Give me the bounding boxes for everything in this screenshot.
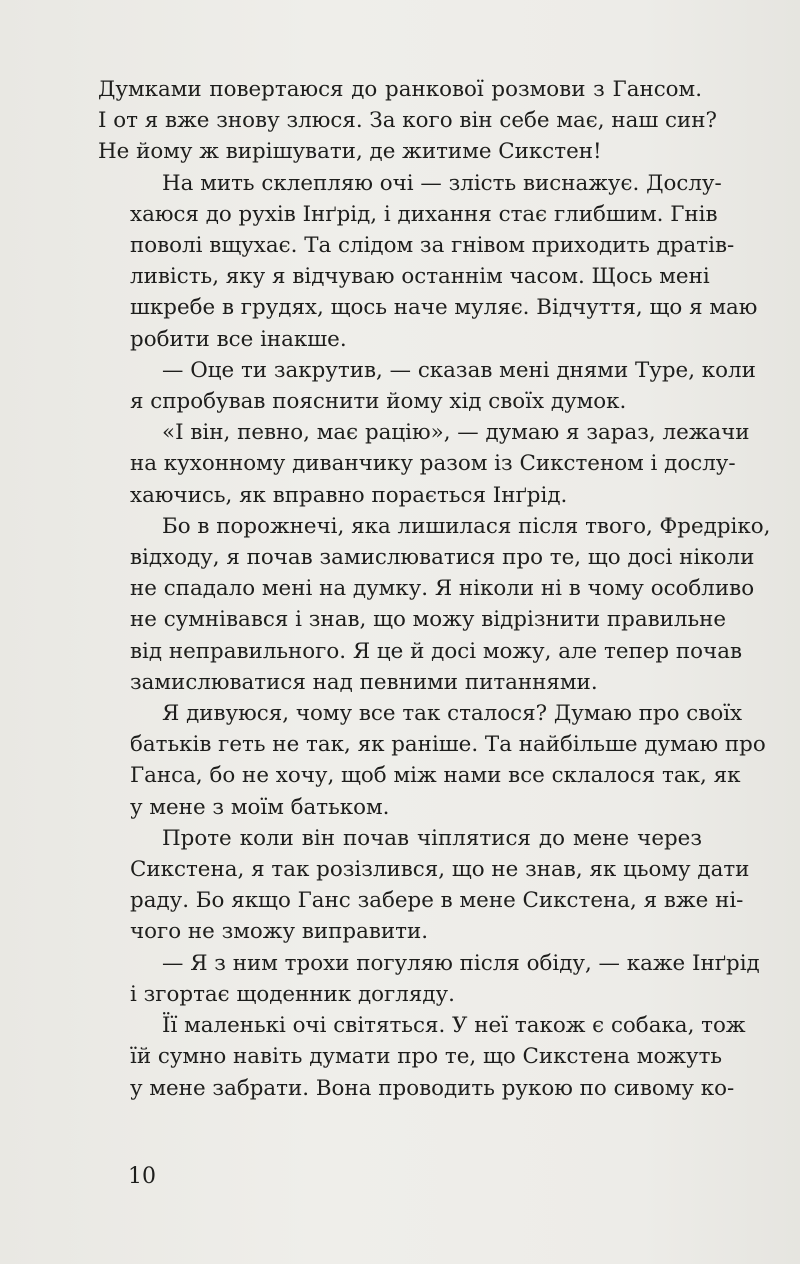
paragraph [98, 948, 760, 1010]
text-line: чого не зможу виправити. [130, 919, 429, 945]
paragraph [98, 168, 758, 355]
text-line: не сумнівався і знав, що можу відрізнити правильне [130, 607, 727, 633]
text-line: «І він, певно, має рацію», — думаю я зараз, лежачи [162, 420, 750, 446]
text-line: Бо в порожнечі, яка лишилася після твого, Фредріко, [162, 513, 771, 539]
text-line: у мене з моїм батьком. [130, 794, 390, 820]
text-line: хаюся до рухів Інґрід, і дихання стає глибшим. Гнів [130, 201, 718, 227]
text-line: Думками повертаюся до ранкової розмови з Гансом. [98, 77, 702, 102]
paragraph [98, 511, 771, 698]
text-line: Ганса, бо не хочу, щоб між нами все склалося так, як [130, 763, 741, 789]
paragraph [98, 417, 750, 511]
text-line: від неправильного. Я це й досі можу, але тепер почав [130, 638, 742, 664]
text-line: Її маленькі очі світяться. У неї також є собака, тож [162, 1013, 746, 1039]
text-line: у мене забрати. Вона проводить рукою по сивому ко- [130, 1075, 735, 1101]
paragraph [98, 355, 756, 417]
text-line: я спробував пояснити йому хід своїх думок. [130, 389, 627, 415]
page-number: 10 [128, 1164, 156, 1189]
paragraph [98, 823, 750, 948]
text-line: хаючись, як вправно порається Інґрід. [130, 482, 568, 508]
text-line: — Я з ним трохи погуляю після обіду, — каже Інґрід [162, 950, 760, 976]
text-line: робити все інакше. [130, 326, 347, 352]
text-line: І от я вже знову злюся. За кого він себе має, наш син? [98, 108, 717, 134]
text-line: поволі вщухає. Та слідом за гнівом приходить дратів- [130, 233, 735, 259]
text-line: Сикстена, я так розізлився, що не знав, як цьому дати [130, 857, 750, 883]
text-line: батьків геть не так, як раніше. Та найбільше думаю про [130, 732, 766, 758]
text-line: Я дивуюся, чому все так сталося? Думаю про своїх [162, 701, 743, 727]
text-line: — Оце ти закрутив, — сказав мені днями Туре, коли [162, 357, 756, 383]
text-line: їй сумно навіть думати про те, що Сикстена можуть [130, 1044, 723, 1070]
text-line: Не йому ж вирішувати, де житиме Сикстен! [98, 139, 602, 165]
text-line: не спадало мені на думку. Я ніколи ні в чому особливо [130, 576, 755, 602]
paragraph [98, 1010, 746, 1104]
text-line: замислюватися над певними питаннями. [130, 669, 598, 695]
text-line: і згортає щоденник догляду. [130, 981, 455, 1007]
text-line: шкребе в грудях, щось наче муляє. Відчуття, що я маю [130, 295, 758, 321]
text-line: На мить склепляю очі — злість виснажує. Дослу- [162, 170, 722, 196]
text-line: раду. Бо якщо Ганс забере в мене Сикстена, я вже ні- [130, 888, 744, 914]
paragraph [98, 74, 717, 168]
text-line: на кухонному диванчику разом із Сикстеном і дослу- [130, 451, 736, 477]
text-line: Проте коли він почав чіплятися до мене через [162, 825, 702, 851]
body-text [98, 74, 771, 1104]
paragraph [98, 698, 766, 823]
text-line: відходу, я почав замислюватися про те, що досі ніколи [130, 545, 755, 571]
text-line: ливість, яку я відчуваю останнім часом. Щось мені [130, 264, 710, 290]
